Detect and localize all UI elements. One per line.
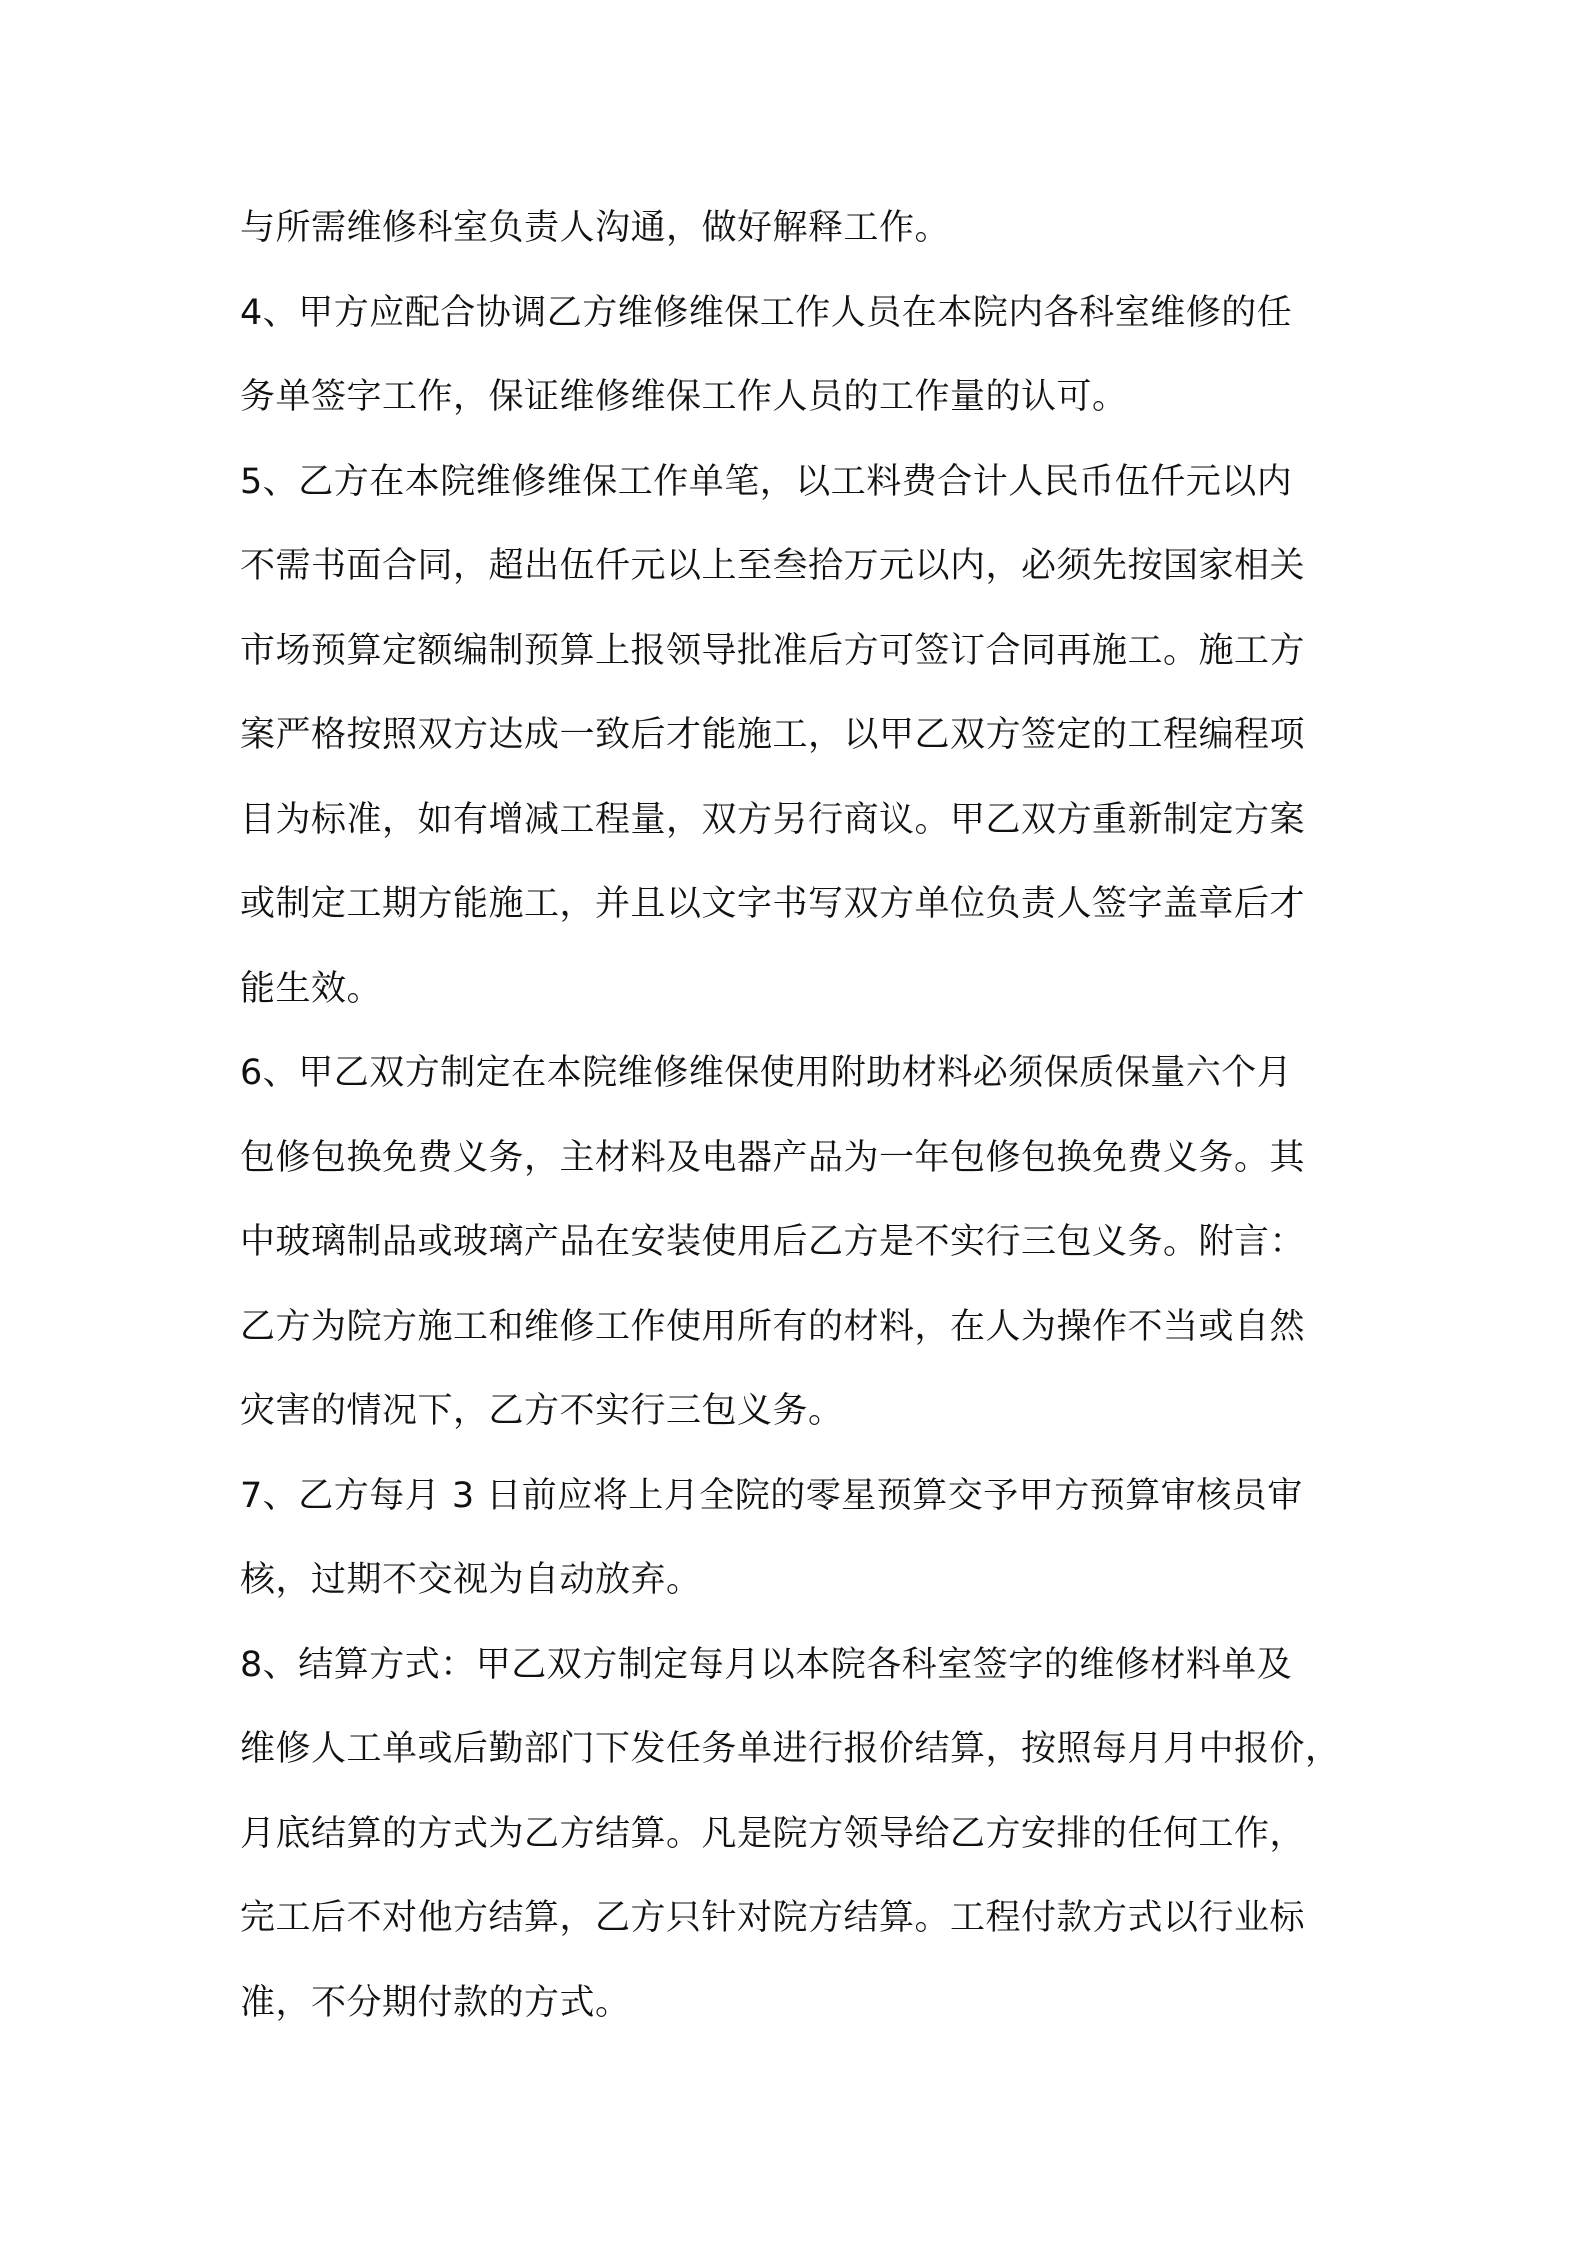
text-line: 5、乙方在本院维修维保工作单笔，以工料费合计人民币伍仟元以内 [240,461,1293,502]
text-line: 准，不分期付款的方式。 [240,1982,631,2023]
text-line: 8、结算方式：甲乙双方制定每月以本院各科室签字的维修材料单及 [240,1644,1293,1685]
text-line: 目为标准，如有增减工程量，双方另行商议。甲乙双方重新制定方案 [240,799,1306,840]
text-line: 维修人工单或后勤部门下发任务单进行报价结算，按照每月月中报价， [240,1729,1341,1769]
text-line: 4、甲方应配合协调乙方维修维保工作人员在本院内各科室维修的任 [240,292,1293,333]
text-line: 能生效。 [240,968,383,1009]
text-line: 核，过期不交视为自动放弃。 [240,1560,702,1600]
text-line: 与所需维修科室负责人沟通，做好解释工作。 [240,208,951,248]
text-line: 中玻璃制品或玻璃产品在安装使用后乙方是不实行三包义务。附言： [240,1222,1306,1262]
text-line: 月底结算的方式为乙方结算。凡是院方领导给乙方安排的任何工作， [240,1813,1306,1854]
text-line: 务单签字工作，保证维修维保工作人员的工作量的认可。 [240,377,1128,417]
text-line: 完工后不对他方结算，乙方只针对院方结算。工程付款方式以行业标 [240,1898,1306,1938]
text-line: 包修包换免费义务，主材料及电器产品为一年包修包换免费义务。其 [240,1137,1306,1178]
text-line: 市场预算定额编制预算上报领导批准后方可签订合同再施工。施工方 [240,630,1306,671]
text-line: 6、甲乙双方制定在本院维修维保使用附助材料必须保质保量六个月 [240,1053,1293,1093]
text-line: 或制定工期方能施工，并且以文字书写双方单位负责人签字盖章后才 [240,884,1306,924]
text-line: 灾害的情况下，乙方不实行三包义务。 [240,1391,844,1431]
text-line: 不需书面合同，超出伍仟元以上至叁拾万元以内，必须先按国家相关 [240,546,1306,586]
text-line: 乙方为院方施工和维修工作使用所有的材料，在人为操作不当或自然 [240,1306,1306,1347]
text-line: 案严格按照双方达成一致后才能施工，以甲乙双方签定的工程编程项 [240,715,1306,755]
text-line: 7、乙方每月 3 日前应将上月全院的零星预算交予甲方预算审核员审 [240,1475,1303,1516]
document-body [240,186,1352,2045]
